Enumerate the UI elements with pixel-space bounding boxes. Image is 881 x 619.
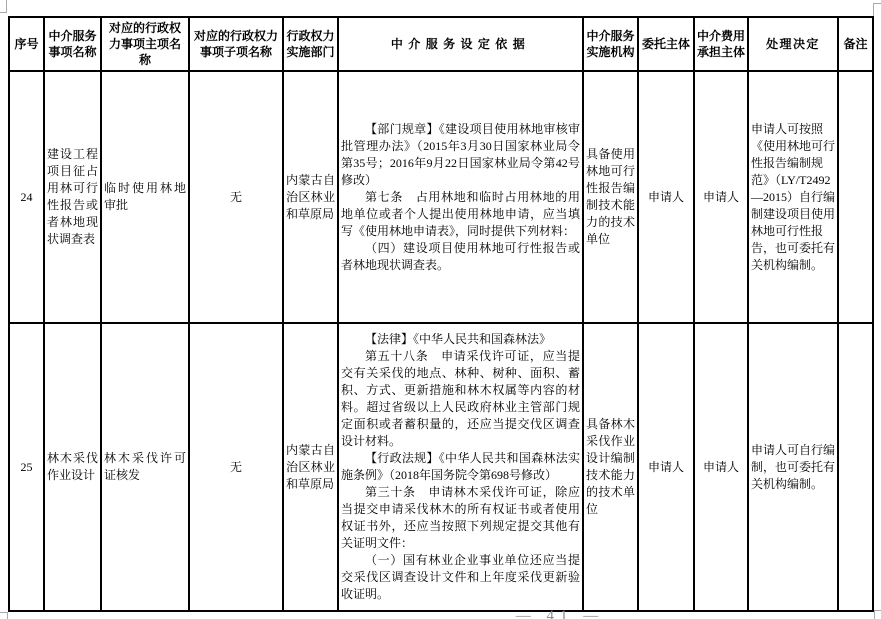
cell-agency: 具备林木采伐作业设计编制技术能力的技术单位 <box>583 323 638 611</box>
cell-principal: 申请人 <box>638 323 694 611</box>
header-service-name: 中介服务事项名称 <box>44 17 101 71</box>
cell-basis: 【部门规章】《建设项目使用林地审核审批管理办法》（2015年3月30日国家林业局令第35号；2016年9月22日国家林业局令第42号修改） 第七条 占用林地和临时占用林地的用地单位或者个人提出使用林地申请，应当填写《使用林地申请表》，同时提供下列材料： （四）建设项目使用林地可行性报告或者林地现状调查表。 <box>338 71 583 323</box>
cell-service-name: 建设工程项目征占用林可行性报告或者林地现状调查表 <box>44 71 101 323</box>
table-row <box>9 323 873 611</box>
cell-main-item: 临时使用林地审批 <box>101 71 189 323</box>
header-decision: 处理决定 <box>748 17 838 71</box>
cell-service-name: 林木采伐作业设计 <box>44 323 101 611</box>
header-main-item: 对应的行政权力事项主项名称 <box>101 17 189 71</box>
header-department: 行政权力实施部门 <box>283 17 338 71</box>
cell-principal: 申请人 <box>638 71 694 323</box>
crop-mark-bottom-left-icon <box>0 612 8 619</box>
header-principal: 委托主体 <box>638 17 694 71</box>
crop-mark-bottom-right-icon <box>874 610 881 619</box>
cell-department: 内蒙古自治区林业和草原局 <box>283 71 338 323</box>
crop-mark-top-right-icon <box>873 3 881 20</box>
header-sub-item: 对应的行政权力事项子项名称 <box>189 17 283 71</box>
header-fee-bearer: 中介费用承担主体 <box>694 17 748 71</box>
cell-sub-item: 无 <box>189 323 283 611</box>
cell-basis: 【法律】《中华人民共和国森林法》 第五十八条 申请采伐许可证，应当提交有关采伐的地点、林种、树种、面积、蓄积、方式、更新措施和林木权属等内容的材料。超过省级以上人民政府林业主管部门规定面积或者蓄积量的，还应当提交伐区调查设计材料。 【行政法规】《中华人民共和国森林法实施条例》（2018年国务院令第698号修改） 第三十条 申请林木采伐许可证，除应当提交申请采伐林木的所有权证书或者使用权证书外，还应当按照下列规定提交其他有关证明文件： （一）国有林业企业事业单位还应当提交采伐区调查设计文件和上年度采伐更新验收证明。 <box>338 323 583 611</box>
header-seq: 序号 <box>9 17 44 71</box>
cell-fee-bearer: 申请人 <box>694 323 748 611</box>
cell-seq: 25 <box>9 323 44 611</box>
page-number: — 41 — <box>515 608 605 619</box>
cell-department: 内蒙古自治区林业和草原局 <box>283 323 338 611</box>
cell-decision: 申请人可按照《使用林地可行性报告编制规范》（LY/T2492—2015）自行编制建设项目使用林地可行性报告，也可委托有关机构编制。 <box>748 71 838 323</box>
cell-sub-item: 无 <box>189 71 283 323</box>
intermediary-services-table <box>8 16 874 612</box>
cell-decision: 申请人可自行编制，也可委托有关机构编制。 <box>748 323 838 611</box>
cell-main-item: 林木采伐许可证核发 <box>101 323 189 611</box>
cell-seq: 24 <box>9 71 44 323</box>
header-basis: 中介服务设定依据 <box>338 17 583 71</box>
header-remark: 备注 <box>838 17 873 71</box>
cell-remark <box>838 323 873 611</box>
cell-remark <box>838 71 873 323</box>
table-row <box>9 71 873 323</box>
crop-mark-top-left-icon <box>0 0 7 13</box>
cell-fee-bearer: 申请人 <box>694 71 748 323</box>
cell-agency: 具备使用林地可行性报告编制技术能力的技术单位 <box>583 71 638 323</box>
table-header-row <box>9 17 873 71</box>
header-agency: 中介服务实施机构 <box>583 17 638 71</box>
